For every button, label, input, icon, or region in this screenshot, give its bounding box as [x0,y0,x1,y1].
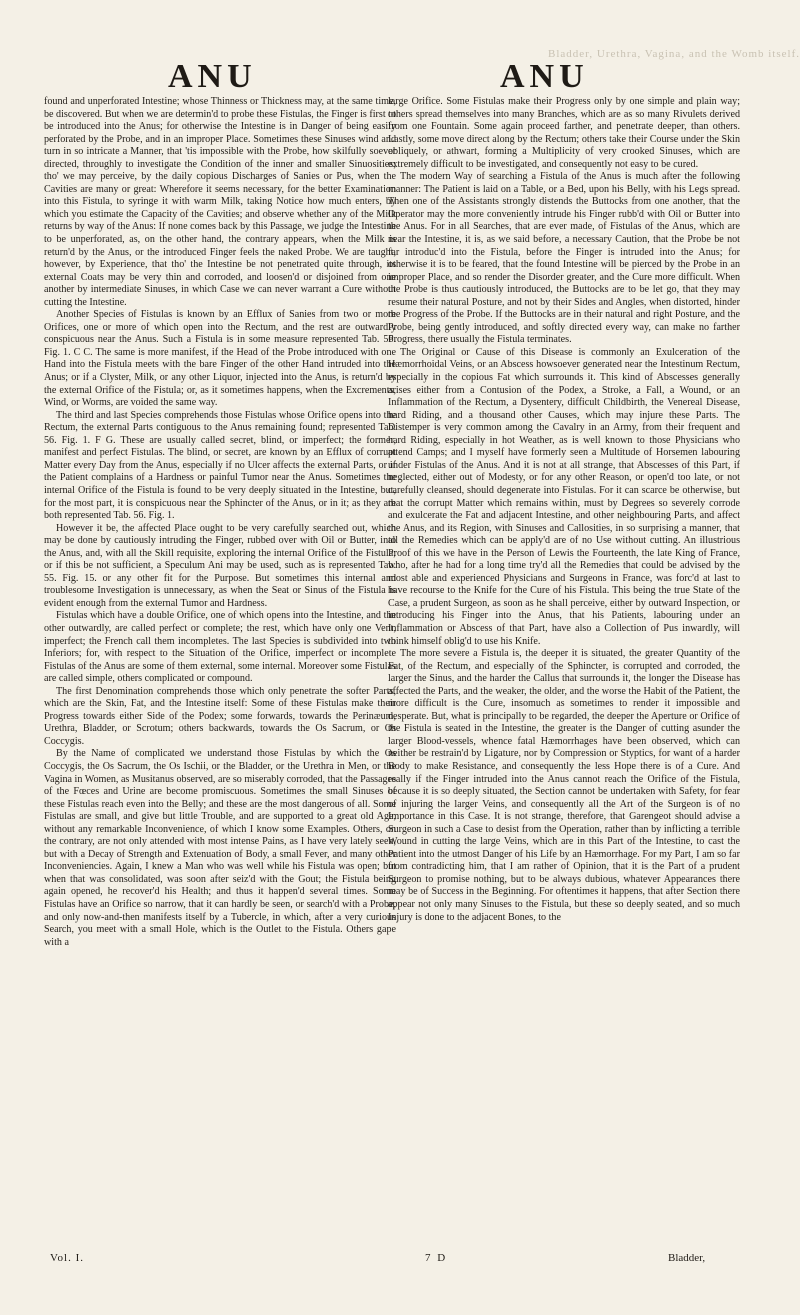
paragraph: Fistulas which have a double Orifice, one of which opens into the Intestine, and the other outwardly, are called perfect or complete; the rest, which have only one Vent, imperfect; the French call them incompletes. The last Species is subdivided into two Inferiors; for, with respect to the Situation of the Orifice, imperfect or incomplete Fistulas of the Anus are some of them external, some internal. Moreover some Fistulas are called simple, others complicated or compound. [44,610,396,685]
left-column [44,96,396,1246]
bleed-through-text: Bladder, Urethra, Vagina, and the Womb itself. [548,48,800,60]
paragraph: The modern Way of searching a Fistula of the Anus is much after the following manner: The Patient is laid on a Table, or a Bed, upon his Belly, with his Legs spread. Then one of the Assistants strongly distends the Buttocks from one another, that the Operator may the more conveniently intrude his Finger rubb'd with Oil or Butter into the Anus. For in all Searches, that are ever made, of Fistulas of the Anus, which are near the Intestine, it is, as we said before, a necessary Caution, that the Probe be not far introduc'd into the Fistula, before the Finger is intruded into the Anus; for otherwise it is to be feared, that the found Intestine will be pierced by the Probe in an improper Place, and so render the Disorder greater, and the Cure more difficult. When the Probe is thus cautiously introduced, the Buttocks are to be let go, that they may resume their natural Posture, and not by their Sides and Angles, when distorted, hinder the Progress of the Probe. If the Buttocks are in their natural and right Posture, and the Probe, being gently introduced, and softly directed every way, can make no farther Progress, there usually the Fistula terminates. [388,171,740,346]
volume-label: Vol. I. [50,1252,84,1264]
paragraph: Another Species of Fistulas is known by an Efflux of Sanies from two or more Orifices, one or more of which open into the Rectum, and the rest are outwardly conspicuous near the Anus. Such a Fistula is in some measure represented Tab. 56. Fig. 1. C C. The same is more manifest, if the Head of the Probe introduced with one Hand into the Fistula meets with the bare Finger of the other Hand intruded into the Anus; or if a Clyster, Milk, or any other Liquor, injected into the Anus, is return'd by the external Orifice of the Fistula; or, as it sometimes happens, when the Excrements, Wind, or Worms, are voided the same way. [44,309,396,409]
right-column [388,96,740,1246]
paragraph: large Orifice. Some Fistulas make their Progress only by one simple and plain way; others spread themselves into many Branches, which are as so many Rivulets derived from one Fountain. Some again proceed farther, and penetrate deeper, than others. Lastly, some move direct along by the Rectum; others take their Course under the Skin obliquely, or athwart, forming a Multiplicity of very crooked Sinuses, which are extremely difficult to be investigated, and consequently not easy to be cured. [388,96,740,170]
paragraph: The third and last Species comprehends those Fistulas whose Orifice opens into the Rectum, the external Parts contiguous to the Anus remaining found; represented Tab. 56. Fig. 1. F G. These are usually called secret, blind, or imperfect; the former, manifest and perfect Fistulas. The blind, or secret, are known by an Efflux of corrupt Matter every Day from the Anus, especially if no Ulcer affects the external Parts, or if the Patient complains of a Hardness or painful Tumor near the Anus. Sometimes the internal Orifice of the Fistula is found to be very deeply situated in the Intestine, but, for the most part, it is conspicuous near the Sphincter of the Anus, or in it; as they are both represented Tab. 56. Fig. 1. [44,409,396,522]
running-head-left: ANU [168,58,257,95]
paragraph: The first Denomination comprehends those which only penetrate the softer Parts, which are the Skin, Fat, and the Intestine itself: Some of these Fistulas make their Progress towards either Side of the Podex; some forwards, towards the Perinæum, Urethra, Bladder, or Scrotum; others backwards, towards the Os Sacrum, or Os Coccygis. [44,685,396,747]
paragraph: However it be, the affected Place ought to be very carefully searched out, which may be done by cautiously intruding the Finger, rubbed over with Oil or Butter, into the Anus, and, with all the Skill requisite, exploring the internal Orifice of the Fistula; or if this be not sufficient, a Speculum Ani may be used, such as is represented Tab. 55. Fig. 15. or any other fit for the Purpose. But sometimes this internal and troublesome Investigation is unnecessary, as when the Seat or Sinus of the Fistula is evident enough from the external Tumor and Hardness. [44,522,396,609]
paragraph: By the Name of complicated we understand those Fistulas by which the Os Coccygis, the Os Sacrum, the Os Ischii, or the Bladder, or the Urethra in Men, or the Vagina in Women, as Musitanus observed, are so miserably corroded, that the Passages of the Fœces and Urine are become promiscuous. Sometimes the small Sinuses of these Fistulas reach even into the Belly; and these are the most dangerous of all. Some Fistulas are small, and give but little Trouble, and are supported to a great old Age, without any remarkable Inconvenience, of which I know some Examples. Others, on the contrary, are not only attended with most intense Pains, as I have very lately seen, but with a Decay of Strength and Extenuation of Body, a small Fever, and many other Inconveniencies. Again, I knew a Man who was well while his Fistula was open; but when that was consolidated, was soon after seiz'd with the Gout; the Fistula being again opened, he recover'd his Health; and thus it happen'd several times. Some Fistulas have an Orifice so narrow, that it can hardly be seen, or search'd with a Probe, and only now-and-then manifests itself by a Tubercle, in which, after a very curious Search, you meet with a small Hole, which is the Outlet to the Fistula. Others gape with a [44,748,396,948]
paragraph: The more severe a Fistula is, the deeper it is situated, the greater Quantity of the Fat, of the Rectum, and especially of the Sphincter, is corrupted and corroded, the larger the Sinus, and the harder the Callus that surrounds it, the longer the Disease has affected the Parts, and the weaker, the older, and the worse the Habit of the Patient, the more difficult is the Cure, insomuch as sometimes to render it impossible and desperate. But, what is principally to be regarded, the deeper the Aperture or Orifice of the Fistula is seated in the Intestine, the greater is the Danger of cutting asunder the larger Blood-vessels, whence fatal Hæmorrhages have been observed, which can neither be restrain'd by Ligature, nor by Compression or Styptics, for want of a harder Body to make Resistance, and consequently the less Hope there is of a Cure. And really if the Finger intruded into the Anus cannot reach the Orifice of the Fistula, because it is so deeply situated, the Section cannot be undertaken with Safety, for fear of injuring the larger Veins, and consequently all the Art of the Surgeon is of no Importance in this Case. It is not strange, therefore, that Garengeot should advise a Surgeon in such a Case to desist from the Operation, rather than by inflicting a terrible Wound in cutting the large Veins, which are in this Part of the Intestine, to cast the Patient into the utmost Danger of his Life by an Hæmorrhage. For my Part, I am so far from contradicting him, that I am rather of Opinion, that it is the Part of a prudent Surgeon to promise nothing, but to be always dubious, whatever Appearances there may be of Success in the Beginning. For oftentimes it happens, that after Section there appear not only many Sinuses to the Fistula, but these so deeply seated, and so much Injury is done to the adjacent Bones, to the [388,648,740,923]
running-head-right: ANU [500,58,589,95]
catchword: Bladder, [668,1252,706,1264]
signature-mark: 7 D [425,1252,448,1264]
paragraph: found and unperforated Intestine; whose Thinness or Thickness may, at the same time, be discovered. But when we are determin'd to probe these Fistulas, the Finger is first to be introduced into the Anus; for otherwise the Intestine is in Danger of being easily perforated by the Probe, and in an improper Place. Sometimes these Sinuses wind and turn in so intricate a Manner, that 'tis impossible with the Probe, how skilfully soever directed, throughly to investigate the Condition of the inner and smaller Sinuosities; tho' we may perceive, by the daily copious Discharges of Sanies or Pus, when the Cavities are many or great: Wherefore it seems necessary, for the better Examination into this Fistula, to syringe it with warm Milk, taking Notice how much enters, by which you estimate the Capacity of the Cavities; and observe whether any of the Milk returns by way of the Anus: If none comes back by this Passage, we judge the Intestine to be unperforated, as, on the other hand, the contrary appears, when the Milk is return'd by the Anus, or the introduced Finger feels the naked Probe. We are taught, however, by Experience, that tho' the Intestine be not penetrated quite through, its external Coats may be very thin and corroded, and loosen'd or disjoined from one another by intermediate Sinuses, in which Case we can never warrant a Cure without cutting the Intestine. [44,96,396,308]
paragraph: The Original or Cause of this Disease is commonly an Exulceration of the Hæmorrhoidal Veins, or an Abscess howsoever generated near the Intestinum Rectum, especially in the copious Fat which surrounds it. This kind of Abscesses generally arises either from a Contusion of the Podex, a Stroke, a Fall, a Wound, or an Inflammation of the Rectum, a Dysentery, difficult Childbirth, the Venereal Disease, hard Riding, and a thousand other Causes, which may injure these Parts. The Distemper is very common among the Cavalry in an Army, from their frequent and hard Riding, especially in hot Weather, as is well known to those Physicians who attend Camps; and I myself have formerly seen a Multitude of Horsemen labouring under Fistulas of the Anus. And it is not at all strange, that Abscesses of this Part, if neglected, either out of Modesty, or for any other Reason, or open'd too late, or not carefully cleansed, should degenerate into Fistulas. For it can scarce be otherwise, but that the corrupt Matter which remains within, must by Degrees so severely corrode and exulcerate the Fat and adjacent Intestine, and other neighbouring Parts, and affect the Anus, and its Region, with Sinuses and Callosities, in so surprising a manner, that all the Remedies which can be apply'd are of no Use without cutting. An illustrious Proof of this we have in the Person of Lewis the Fourteenth, the late King of France, who, after he had for a long time try'd all the Remedies that could be advised by the most able and experienced Physicians and Surgeons in France, was forc'd at last to have recourse to the Knife for the Cure of his Fistula. This being the true State of the Case, a prudent Surgeon, as soon as he shall perceive, either by outward Inspection, or introducing his Finger into the Anus, that his Patients, labouring under an Inflammation or Abscess of that Part, have also a Collection of Pus inwardly, will think himself oblig'd to use his Knife. [388,346,740,647]
